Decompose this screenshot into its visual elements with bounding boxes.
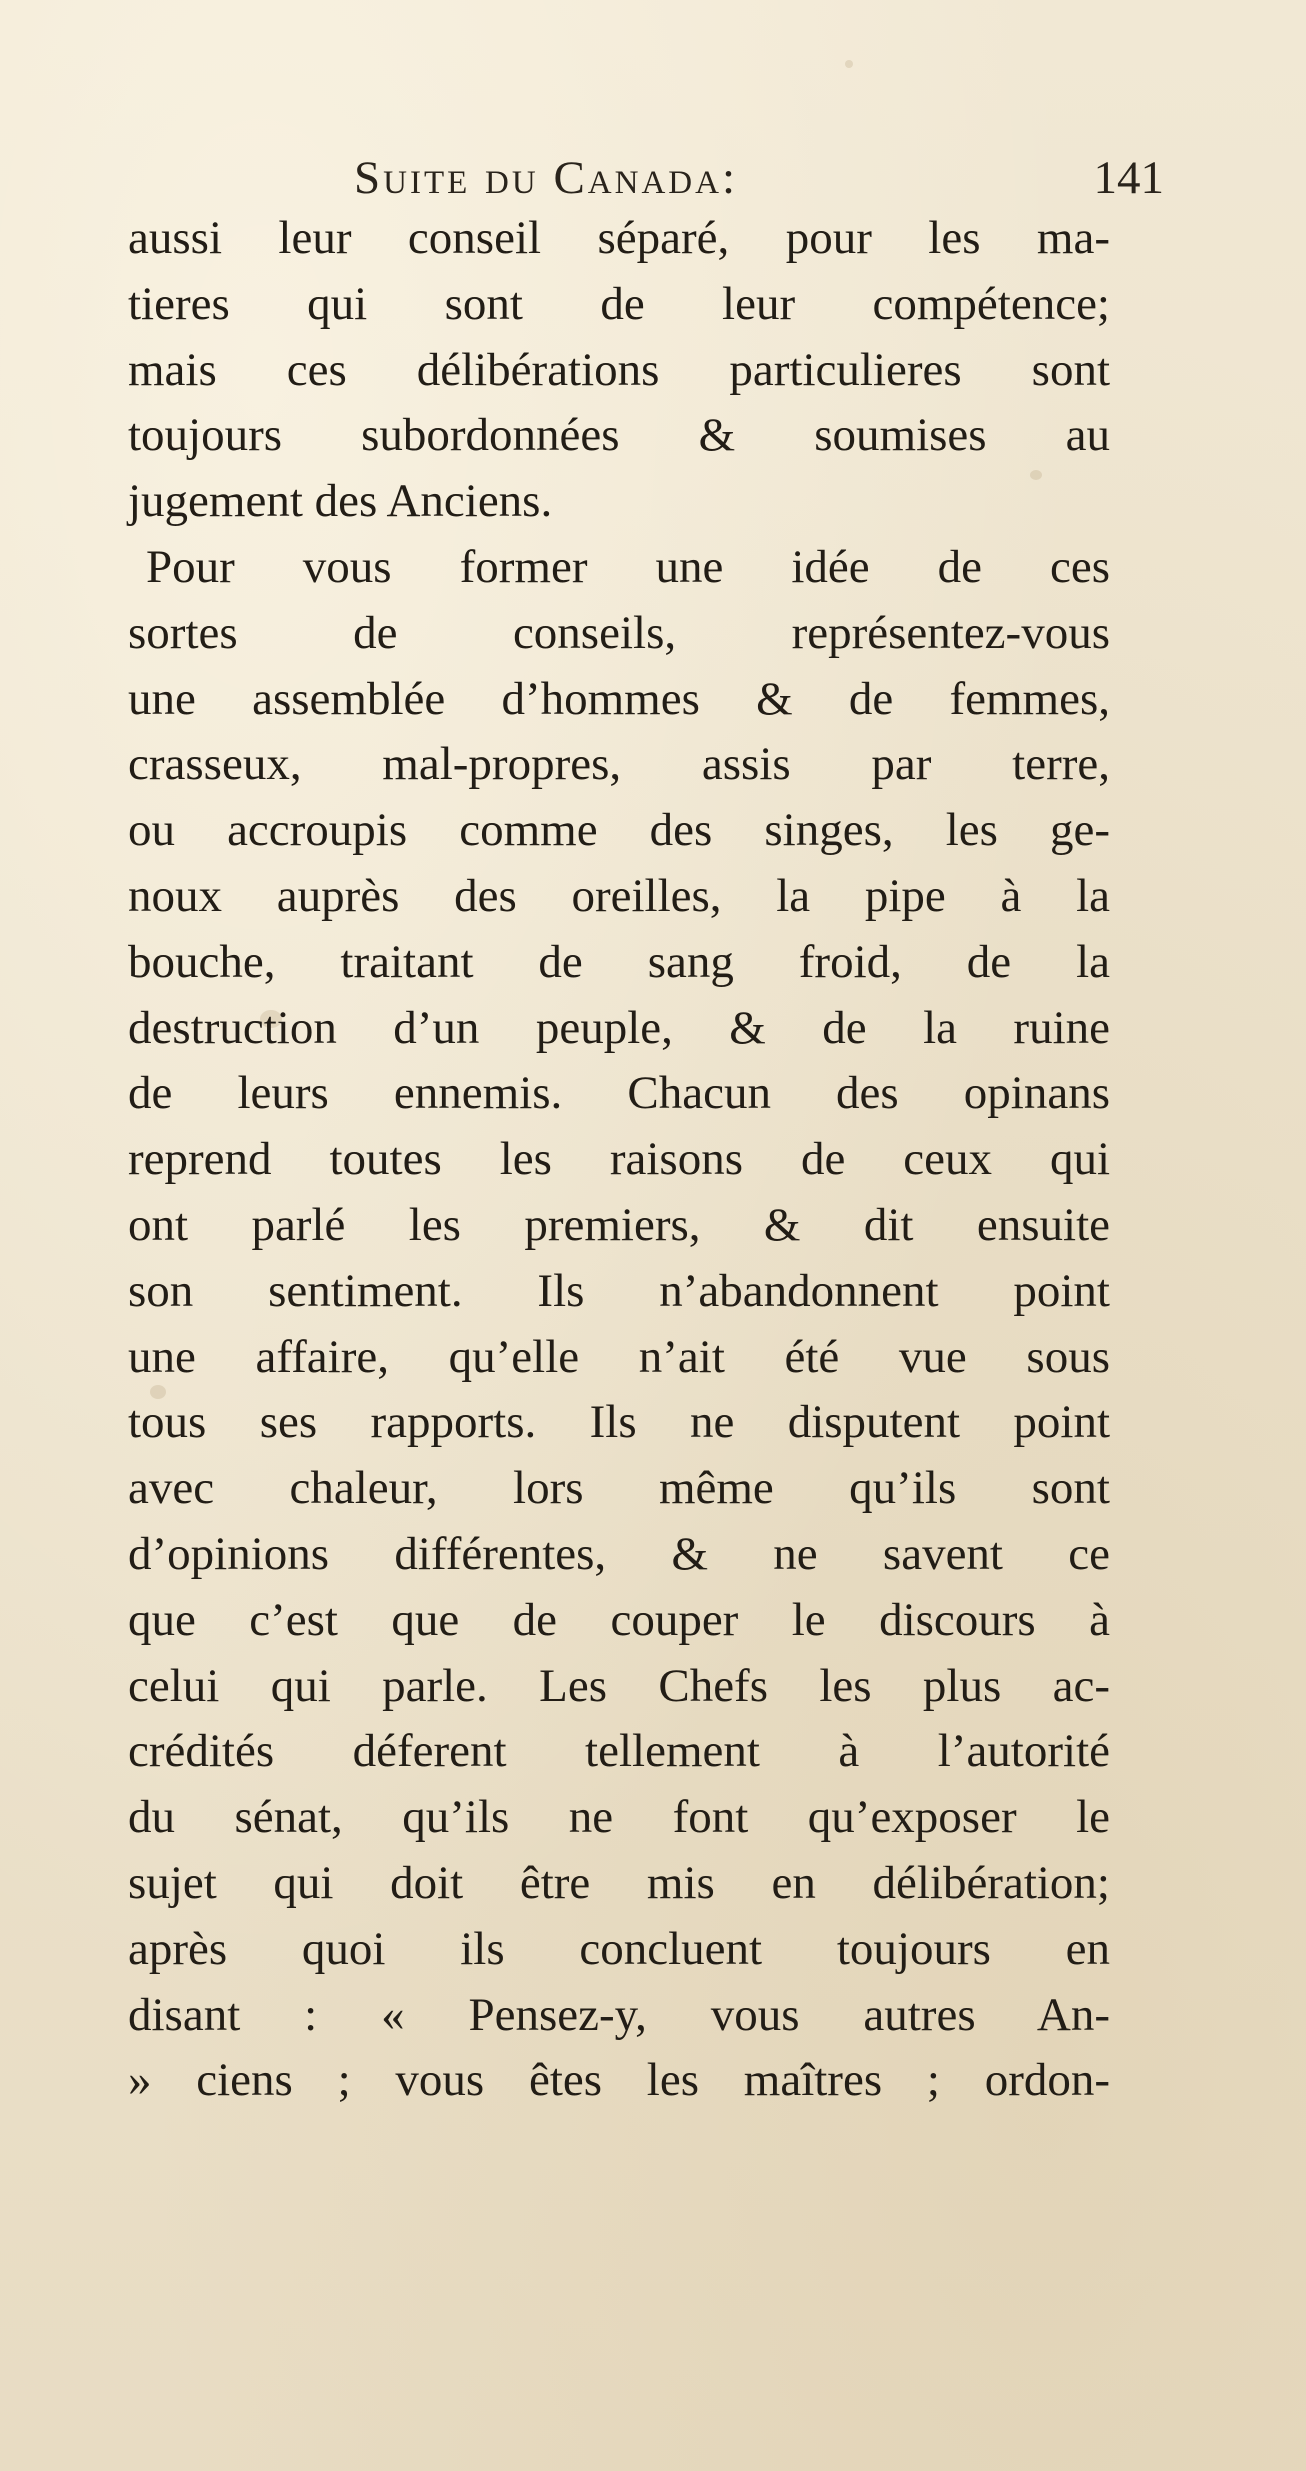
page-number: 141: [1093, 152, 1164, 204]
text-line: du sénat, qu’ils ne font qu’exposer le: [128, 1791, 1110, 1844]
text-line: noux auprès des oreilles, la pipe à la: [128, 869, 1110, 922]
text-line: d’opinions différentes, & ne savent ce: [128, 1527, 1110, 1580]
text-line: après quoi ils concluent toujours en: [128, 1922, 1110, 1975]
text-line: son sentiment. Ils n’abandonnent point: [128, 1264, 1110, 1317]
text-line: ont parlé les premiers, & dit ensuite: [128, 1198, 1110, 1251]
text-line: Pour vous former une idée de ces: [146, 540, 1110, 593]
text-line: » ciens ; vous êtes les maîtres ; ordon-: [128, 2054, 1110, 2107]
text-line: crédités déferent tellement à l’autorité: [128, 1725, 1110, 1778]
text-line: tieres qui sont de leur compétence;: [128, 277, 1110, 330]
text-line: destruction d’un peuple, & de la ruine: [128, 1001, 1110, 1054]
text-line: reprend toutes les raisons de ceux qui: [128, 1133, 1110, 1186]
text-line: bouche, traitant de sang froid, de la: [128, 935, 1110, 988]
text-line: toujours subordonnées & soumises au: [128, 409, 1110, 462]
text-line: crasseux, mal-propres, assis par terre,: [128, 738, 1110, 791]
text-line: que c’est que de couper le discours à: [128, 1593, 1110, 1646]
text-line: une affaire, qu’elle n’ait été vue sous: [128, 1330, 1110, 1383]
text-line: sortes de conseils, représentez-vous: [128, 606, 1110, 659]
text-line: avec chaleur, lors même qu’ils sont: [128, 1462, 1110, 1515]
text-line: de leurs ennemis. Chacun des opinans: [128, 1067, 1110, 1120]
text-line: jugement des Anciens.: [128, 475, 553, 528]
text-line: disant : « Pensez-y, vous autres An-: [128, 1988, 1110, 2041]
text-line: tous ses rapports. Ils ne disputent point: [128, 1396, 1110, 1449]
paper-foxing-spot: [845, 60, 853, 68]
text-line: mais ces délibérations particulieres sont: [128, 343, 1110, 396]
running-head: Suite du Canada:: [354, 152, 739, 204]
text-line: ou accroupis comme des singes, les ge-: [128, 804, 1110, 857]
text-line: sujet qui doit être mis en délibération;: [128, 1856, 1110, 1909]
text-line: celui qui parle. Les Chefs les plus ac-: [128, 1659, 1110, 1712]
text-line: aussi leur conseil séparé, pour les ma-: [128, 212, 1110, 264]
text-line: une assemblée d’hommes & de femmes,: [128, 672, 1110, 725]
body-text: [128, 206, 1110, 2114]
